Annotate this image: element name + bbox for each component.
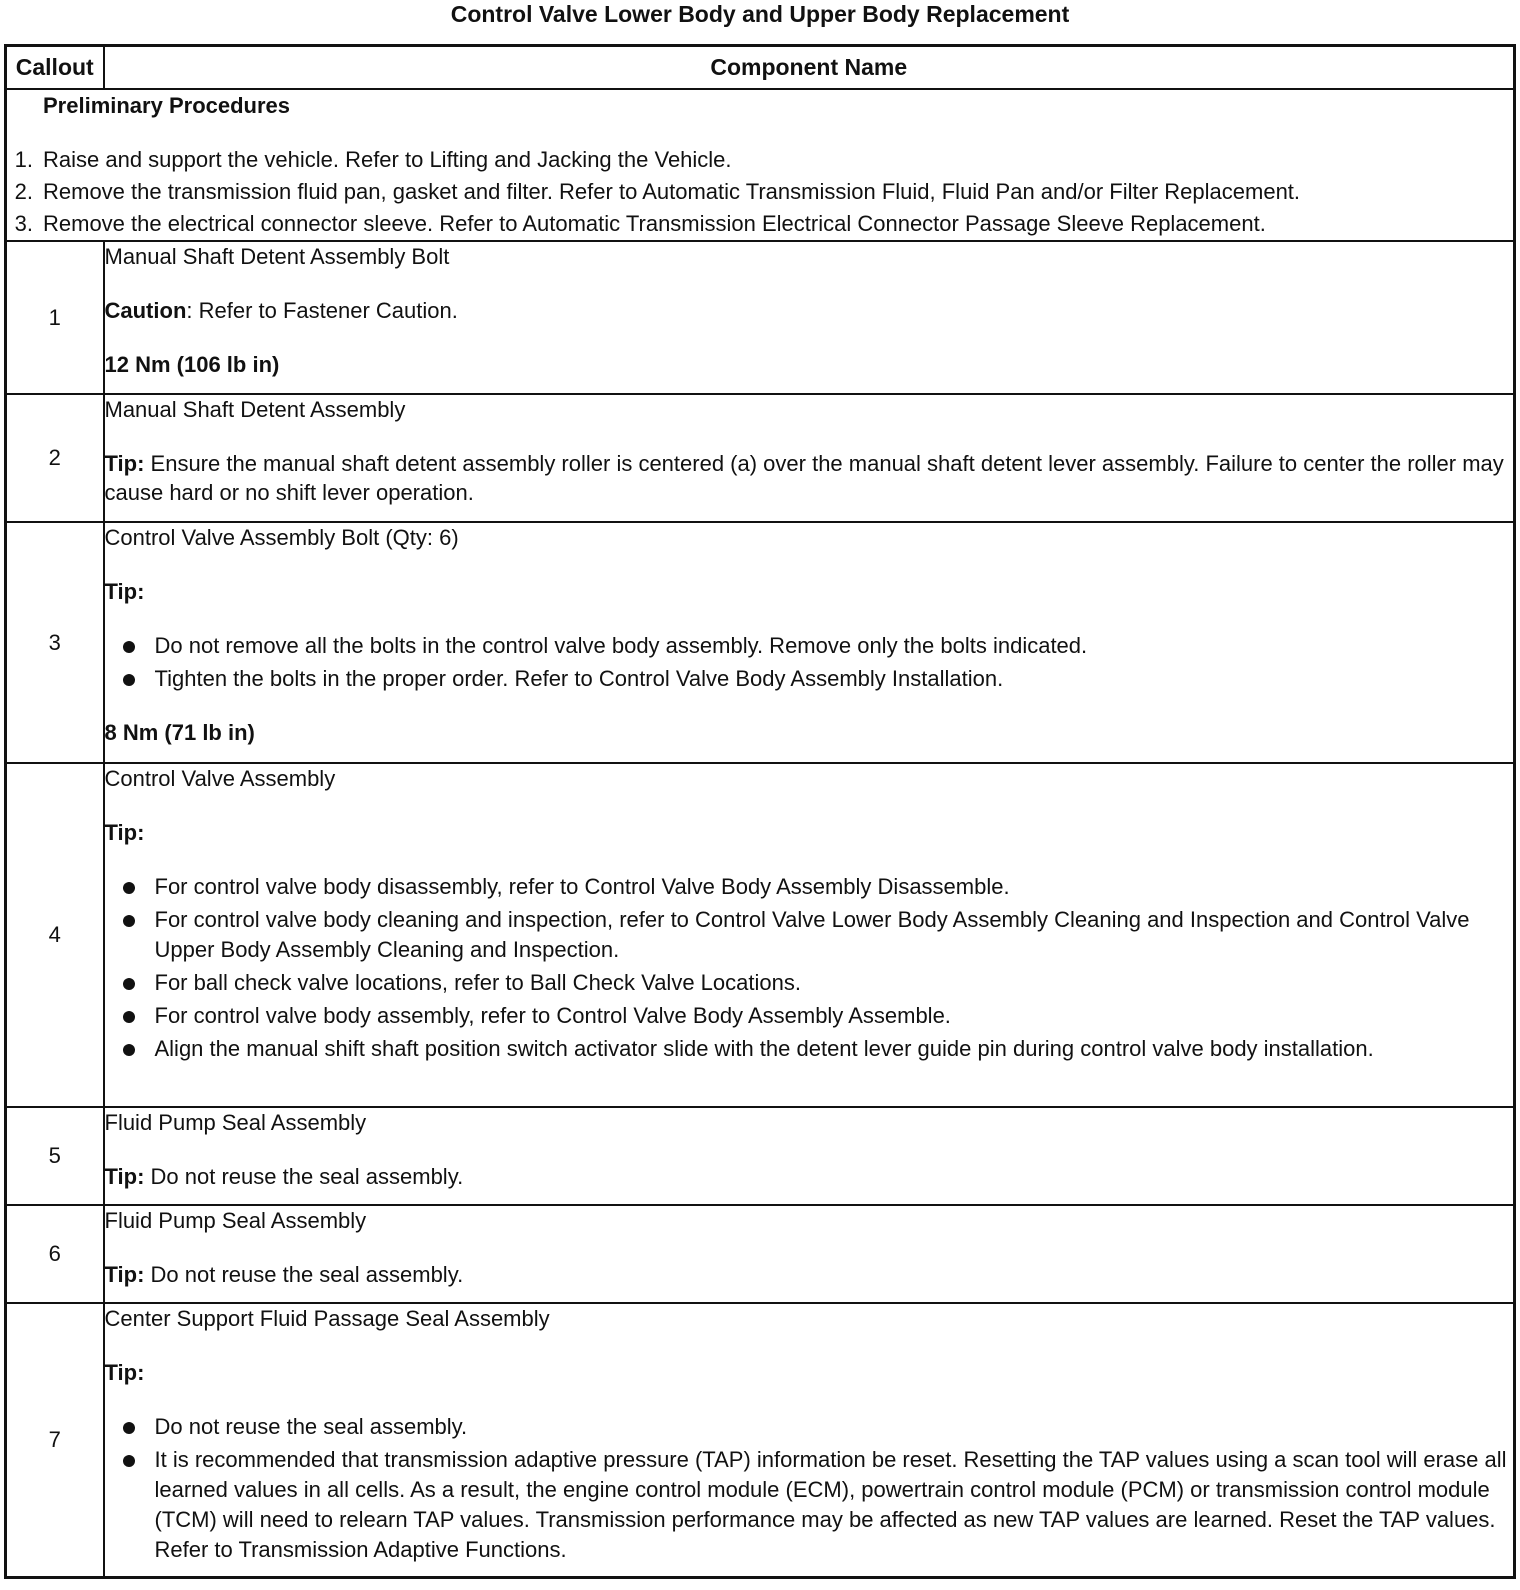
tip-text: Ensure the manual shaft detent assembly roller is centered (a) over the manual shaft detent lever assembly. Failure to center the roller may cause hard or no shift lever operation. <box>104 451 1504 505</box>
callout-number: 5 <box>6 1107 104 1205</box>
component-name: Fluid Pump Seal Assembly <box>104 1110 367 1135</box>
step-number: 1. <box>14 147 33 172</box>
bullet-text: Tighten the bolts in the proper order. Refer to Control Valve Body Assembly Installation. <box>154 666 1004 691</box>
list-item <box>105 1412 1514 1442</box>
component-name: Fluid Pump Seal Assembly <box>104 1208 367 1233</box>
tip-label: Tip: <box>104 451 145 476</box>
step-number: 3. <box>14 211 33 236</box>
step-text: Remove the transmission fluid pan, gasket and filter. Refer to Automatic Transmission Fluid, Fluid Pan and/or Filter Replacement. <box>43 179 1301 204</box>
caution-text: : Refer to Fastener Caution. <box>186 298 458 323</box>
callout-number: 4 <box>6 763 104 1107</box>
tip-text: Do not reuse the seal assembly. <box>144 1262 464 1287</box>
bullet-text: For control valve body cleaning and inspection, refer to Control Valve Lower Body Assembly Cleaning and Inspection and Control Valve Upper Body Assembly Cleaning and Inspection. <box>154 907 1470 962</box>
bullet-icon <box>123 882 135 894</box>
table-row <box>6 1205 1515 1303</box>
list-item <box>105 1001 1514 1031</box>
bullet-text: Align the manual shift shaft position switch activator slide with the detent lever guide pin during control valve body installation. <box>154 1036 1374 1061</box>
tip-bullets <box>105 872 1514 1064</box>
page-title: Control Valve Lower Body and Upper Body Replacement <box>450 1 1070 27</box>
header-row <box>6 46 1515 90</box>
table-row <box>6 1107 1515 1205</box>
preliminary-step <box>7 208 1513 240</box>
tip-label: Tip: <box>104 1164 145 1189</box>
callout-number: 1 <box>6 241 104 394</box>
tip-bullets <box>105 631 1514 694</box>
component-header: Component Name <box>104 46 1515 90</box>
bullet-text: For ball check valve locations, refer to Ball Check Valve Locations. <box>154 970 801 995</box>
list-item <box>105 1445 1514 1565</box>
list-item <box>105 905 1514 965</box>
torque-spec: 8 Nm (71 lb in) <box>104 720 255 745</box>
table-row <box>6 241 1515 394</box>
bullet-text: It is recommended that transmission adaptive pressure (TAP) information be reset. Resetting the TAP values using a scan tool will erase all learned values in all cells. As a result, the engine control module (ECM), powertrain control module (PCM) or transmission control module (TCM) will need to relearn TAP values. Transmission performance may be affected as new TAP values are learned. Reset the TAP values. Refer to Transmission Adaptive Functions. <box>154 1447 1507 1562</box>
table-row <box>6 394 1515 522</box>
preliminary-row <box>6 89 1515 241</box>
component-cell <box>104 522 1515 763</box>
component-cell <box>104 1205 1515 1303</box>
component-name: Control Valve Assembly <box>104 766 336 791</box>
tip-label: Tip: <box>104 579 145 604</box>
component-name: Center Support Fluid Passage Seal Assembly <box>104 1306 550 1331</box>
step-text: Raise and support the vehicle. Refer to Lifting and Jacking the Vehicle. <box>43 147 732 172</box>
callout-header: Callout <box>6 46 104 90</box>
callout-number: 7 <box>6 1303 104 1577</box>
list-item <box>105 664 1514 694</box>
component-cell <box>104 1107 1515 1205</box>
step-text: Remove the electrical connector sleeve. Refer to Automatic Transmission Electrical Connector Passage Sleeve Replacement. <box>43 211 1266 236</box>
list-item <box>105 1034 1514 1064</box>
tip-label: Tip: <box>104 820 145 845</box>
tip-bullets <box>105 1412 1514 1565</box>
tip-text: Do not reuse the seal assembly. <box>144 1164 464 1189</box>
torque-spec: 12 Nm (106 lb in) <box>104 352 280 377</box>
list-item <box>105 968 1514 998</box>
component-cell <box>104 241 1515 394</box>
bullet-text: For control valve body assembly, refer to Control Valve Body Assembly Assemble. <box>154 1003 951 1028</box>
bullet-icon <box>123 915 135 927</box>
procedure-table <box>4 44 1516 1579</box>
bullet-text: Do not reuse the seal assembly. <box>154 1414 468 1439</box>
bullet-text: Do not remove all the bolts in the control valve body assembly. Remove only the bolts indicated. <box>154 633 1088 658</box>
component-cell <box>104 394 1515 522</box>
tip-note <box>105 1260 1514 1290</box>
bullet-icon <box>123 1011 135 1023</box>
preliminary-title: Preliminary Procedures <box>43 93 291 118</box>
caution-label: Caution <box>104 298 187 323</box>
preliminary-step <box>7 144 1513 176</box>
preliminary-step <box>7 176 1513 208</box>
table-row <box>6 522 1515 763</box>
component-name: Manual Shaft Detent Assembly <box>104 397 406 422</box>
bullet-icon <box>123 978 135 990</box>
step-number: 2. <box>14 179 33 204</box>
tip-label: Tip: <box>104 1262 145 1287</box>
table-row <box>6 1303 1515 1577</box>
tip-note <box>105 449 1514 507</box>
component-cell <box>104 763 1515 1107</box>
bullet-icon <box>123 1044 135 1056</box>
preliminary-cell <box>6 89 1515 241</box>
callout-number: 3 <box>6 522 104 763</box>
tip-label: Tip: <box>104 1360 145 1385</box>
bullet-icon <box>123 674 135 686</box>
caution-note <box>105 296 1514 326</box>
bullet-text: For control valve body disassembly, refer to Control Valve Body Assembly Disassemble. <box>154 874 1010 899</box>
component-name: Manual Shaft Detent Assembly Bolt <box>104 244 450 269</box>
callout-number: 2 <box>6 394 104 522</box>
bullet-icon <box>123 1422 135 1434</box>
component-cell <box>104 1303 1515 1577</box>
list-item <box>105 631 1514 661</box>
bullet-icon <box>123 1455 135 1467</box>
tip-note <box>105 1162 1514 1192</box>
table-row <box>6 763 1515 1107</box>
list-item <box>105 872 1514 902</box>
component-name: Control Valve Assembly Bolt (Qty: 6) <box>104 525 459 550</box>
bullet-icon <box>123 641 135 653</box>
callout-number: 6 <box>6 1205 104 1303</box>
